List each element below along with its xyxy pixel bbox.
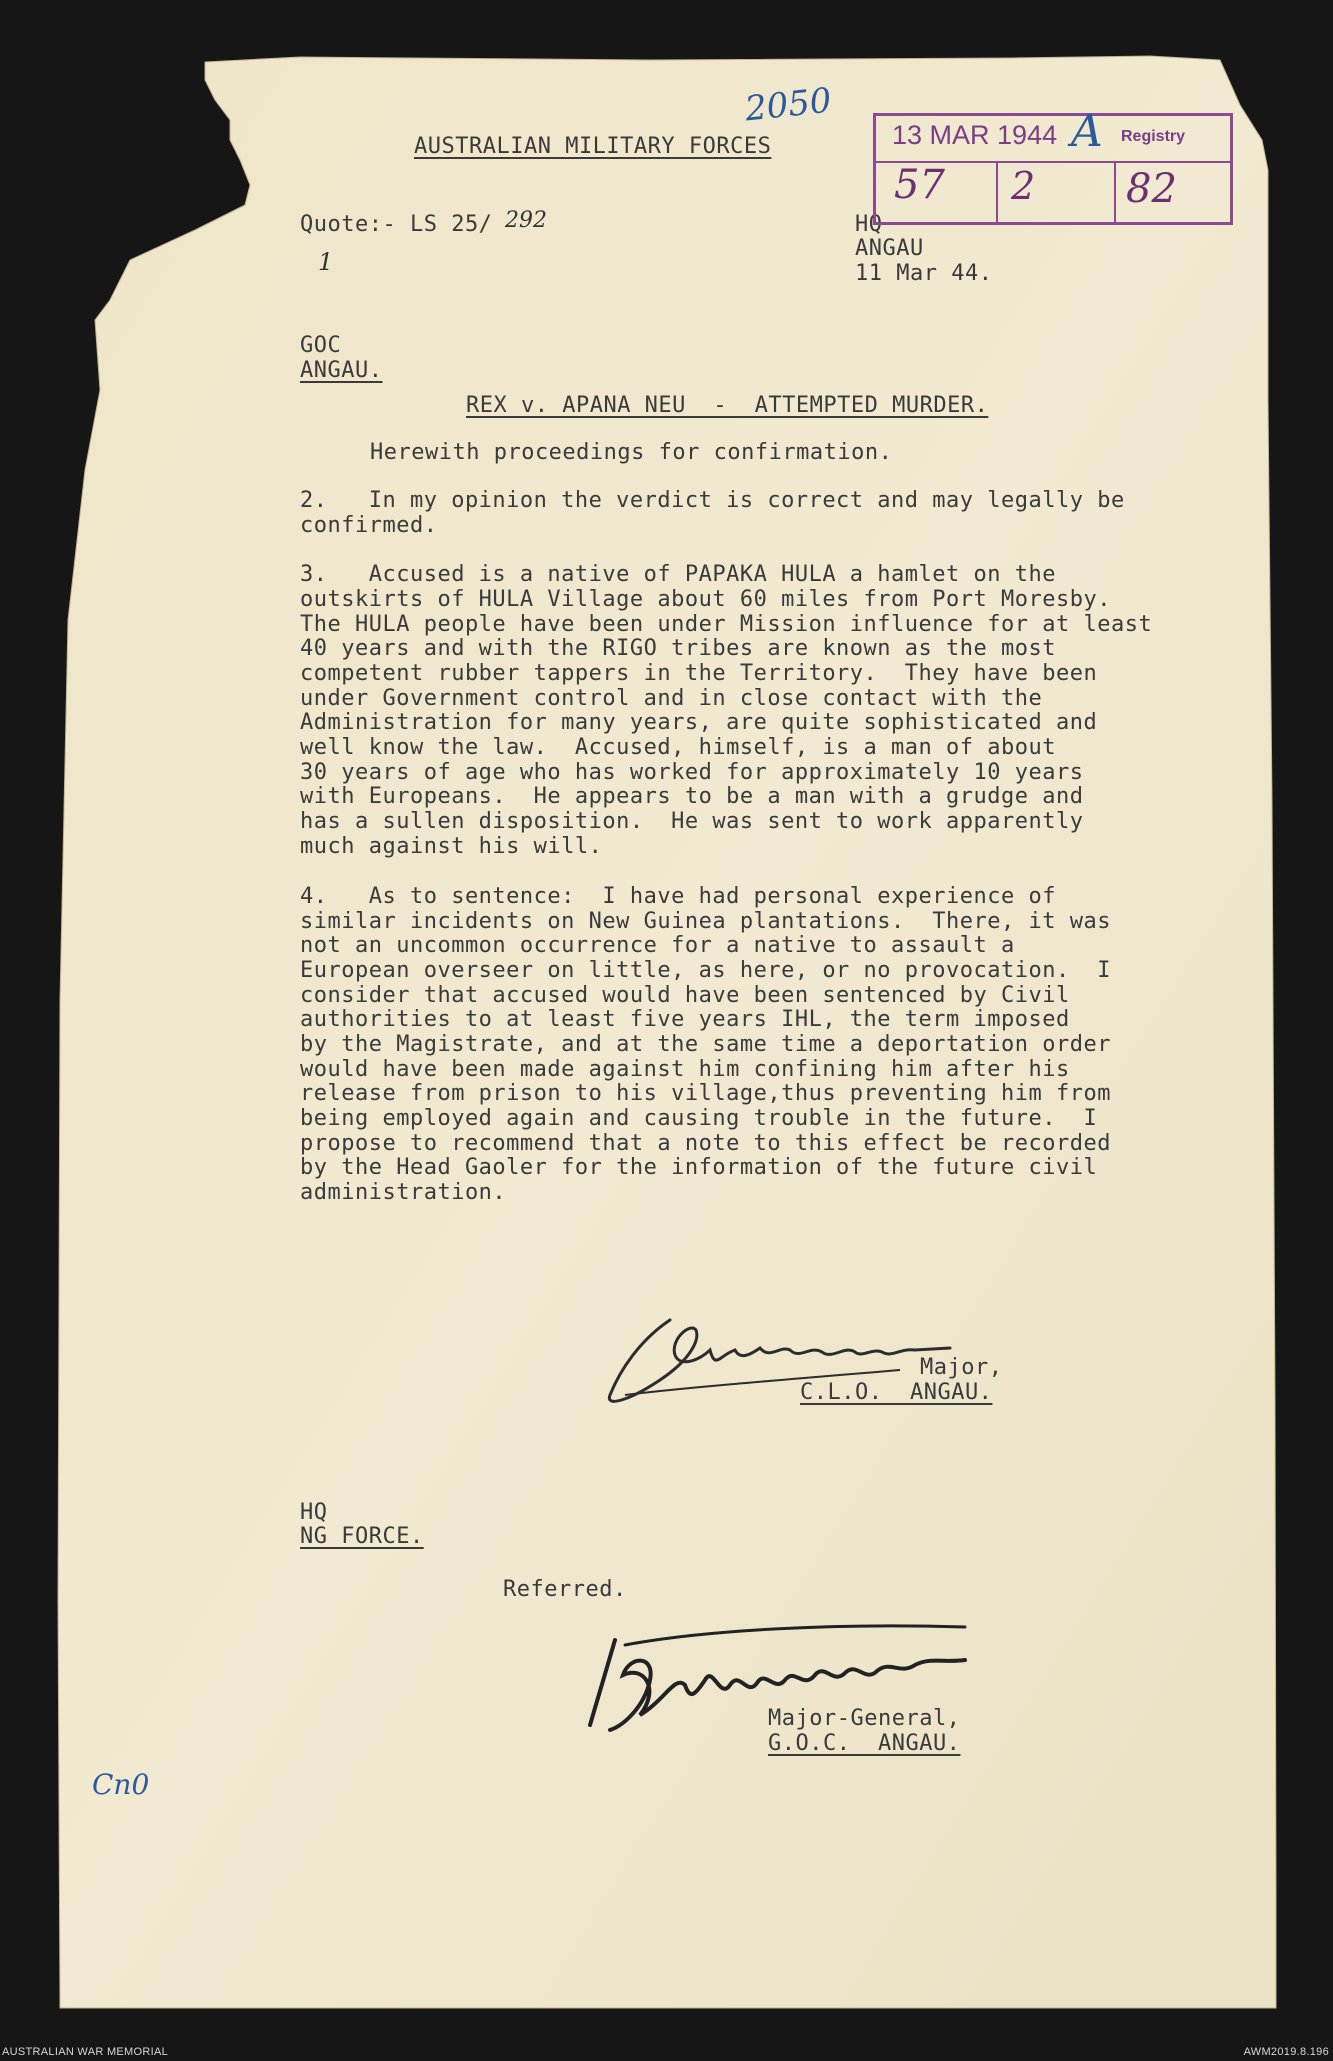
paragraph-4-line: European overseer on little, as here, or no provocation. I (300, 958, 1111, 983)
paragraph-4-line: by the Magistrate, and at the same time a deportation order (300, 1032, 1111, 1057)
addressee-line-2: ANGAU. (300, 358, 383, 383)
paragraph-3-line: well know the law. Accused, himself, is a man of about (300, 735, 1056, 760)
paragraph-4-line: authorities to at least five years IHL, the term imposed (300, 1007, 1070, 1032)
paragraph-3-line: Administration for many years, are quite sophisticated and (300, 710, 1098, 735)
paragraph-4-line: administration. (300, 1180, 507, 1205)
paragraph-4-line: consider that accused would have been sentenced by Civil (300, 983, 1070, 1008)
stamp-box-2: 2 (1011, 164, 1036, 208)
signature-1-rank: Major, (920, 1355, 1003, 1380)
hq-line-1: HQ (855, 212, 883, 237)
stamp-registry-label: Registry (1121, 128, 1186, 145)
paragraph-3-line: much against his will. (300, 834, 603, 859)
paragraph-3-line: competent rubber tappers in the Territory. They have been (300, 661, 1098, 686)
paragraph-3-line: under Government control and in close contact with the (300, 686, 1043, 711)
paragraph-4-line: not an uncommon occurrence for a native to assault a (300, 933, 1015, 958)
footer-institution: AUSTRALIAN WAR MEMORIAL (2, 2046, 169, 2058)
paragraph-3-line: outskirts of HULA Village about 60 miles from Port Moresby. (300, 587, 1111, 612)
referred-text: Referred. (503, 1577, 627, 1602)
paragraph-4-line: propose to recommend that a note to this effect be recorded (300, 1131, 1111, 1156)
paragraph-3-line: 30 years of age who has worked for approximately 10 years (300, 760, 1084, 785)
paragraph-4-line: being employed again and causing trouble in the future. I (300, 1106, 1098, 1131)
registry-stamp (873, 106, 1233, 225)
folio-mark: 1 (318, 248, 334, 276)
footer-accession-number: AWM2019.8.196 (1243, 2046, 1329, 2058)
stamp-date: 13 MAR 1944 (892, 120, 1058, 150)
quote-reference: Quote:- LS 25/ (300, 212, 493, 237)
signature-2-title: G.O.C. ANGAU. (768, 1731, 961, 1756)
hq-line-2: ANGAU (855, 236, 924, 261)
paragraph-2-line: 2. In my opinion the verdict is correct and may legally be (300, 488, 1125, 513)
stamp-box-3: 82 (1126, 166, 1177, 212)
signature-1-title: C.L.O. ANGAU. (800, 1380, 993, 1405)
paragraph-4-line: similar incidents on New Guinea plantations. There, it was (300, 909, 1111, 934)
document-date: 11 Mar 44. (855, 261, 993, 286)
stamp-box-1: 57 (894, 162, 945, 208)
blue-handwritten-number: 2050 (743, 80, 834, 130)
header-title: AUSTRALIAN MILITARY FORCES (414, 134, 772, 159)
paragraph-3-line: 40 years and with the RIGO tribes are known as the most (300, 636, 1056, 661)
stamp-letter: A (1071, 106, 1103, 157)
paragraph-3-line: 3. Accused is a native of PAPAKA HULA a hamlet on the (300, 562, 1056, 587)
paragraph-4-line: would have been made against him confining him after his (300, 1057, 1070, 1082)
subject-line: REX v. APANA NEU - ATTEMPTED MURDER. (466, 393, 989, 418)
paragraph-1: Herewith proceedings for confirmation. (370, 440, 893, 465)
paragraph-2-line: confirmed. (300, 513, 438, 538)
addressee-line-1: GOC (300, 333, 342, 358)
paragraph-4-line: by the Head Gaoler for the information of the future civil (300, 1155, 1098, 1180)
to-line-1: HQ (300, 1500, 328, 1525)
quote-number-handwritten: 292 (505, 208, 547, 233)
signature-2-rank: Major-General, (768, 1706, 961, 1731)
paragraph-4-line: release from prison to his village,thus preventing him from (300, 1081, 1111, 1106)
paragraph-3-line: The HULA people have been under Mission influence for at least (300, 612, 1153, 637)
paragraph-3-line: has a sullen disposition. He was sent to work apparently (300, 809, 1084, 834)
margin-note-handwritten: Cn0 (92, 1768, 150, 1801)
paragraph-4-line: 4. As to sentence: I have had personal experience of (300, 884, 1056, 909)
paragraph-3-line: with Europeans. He appears to be a man with a grudge and (300, 784, 1084, 809)
to-line-2: NG FORCE. (300, 1524, 424, 1549)
